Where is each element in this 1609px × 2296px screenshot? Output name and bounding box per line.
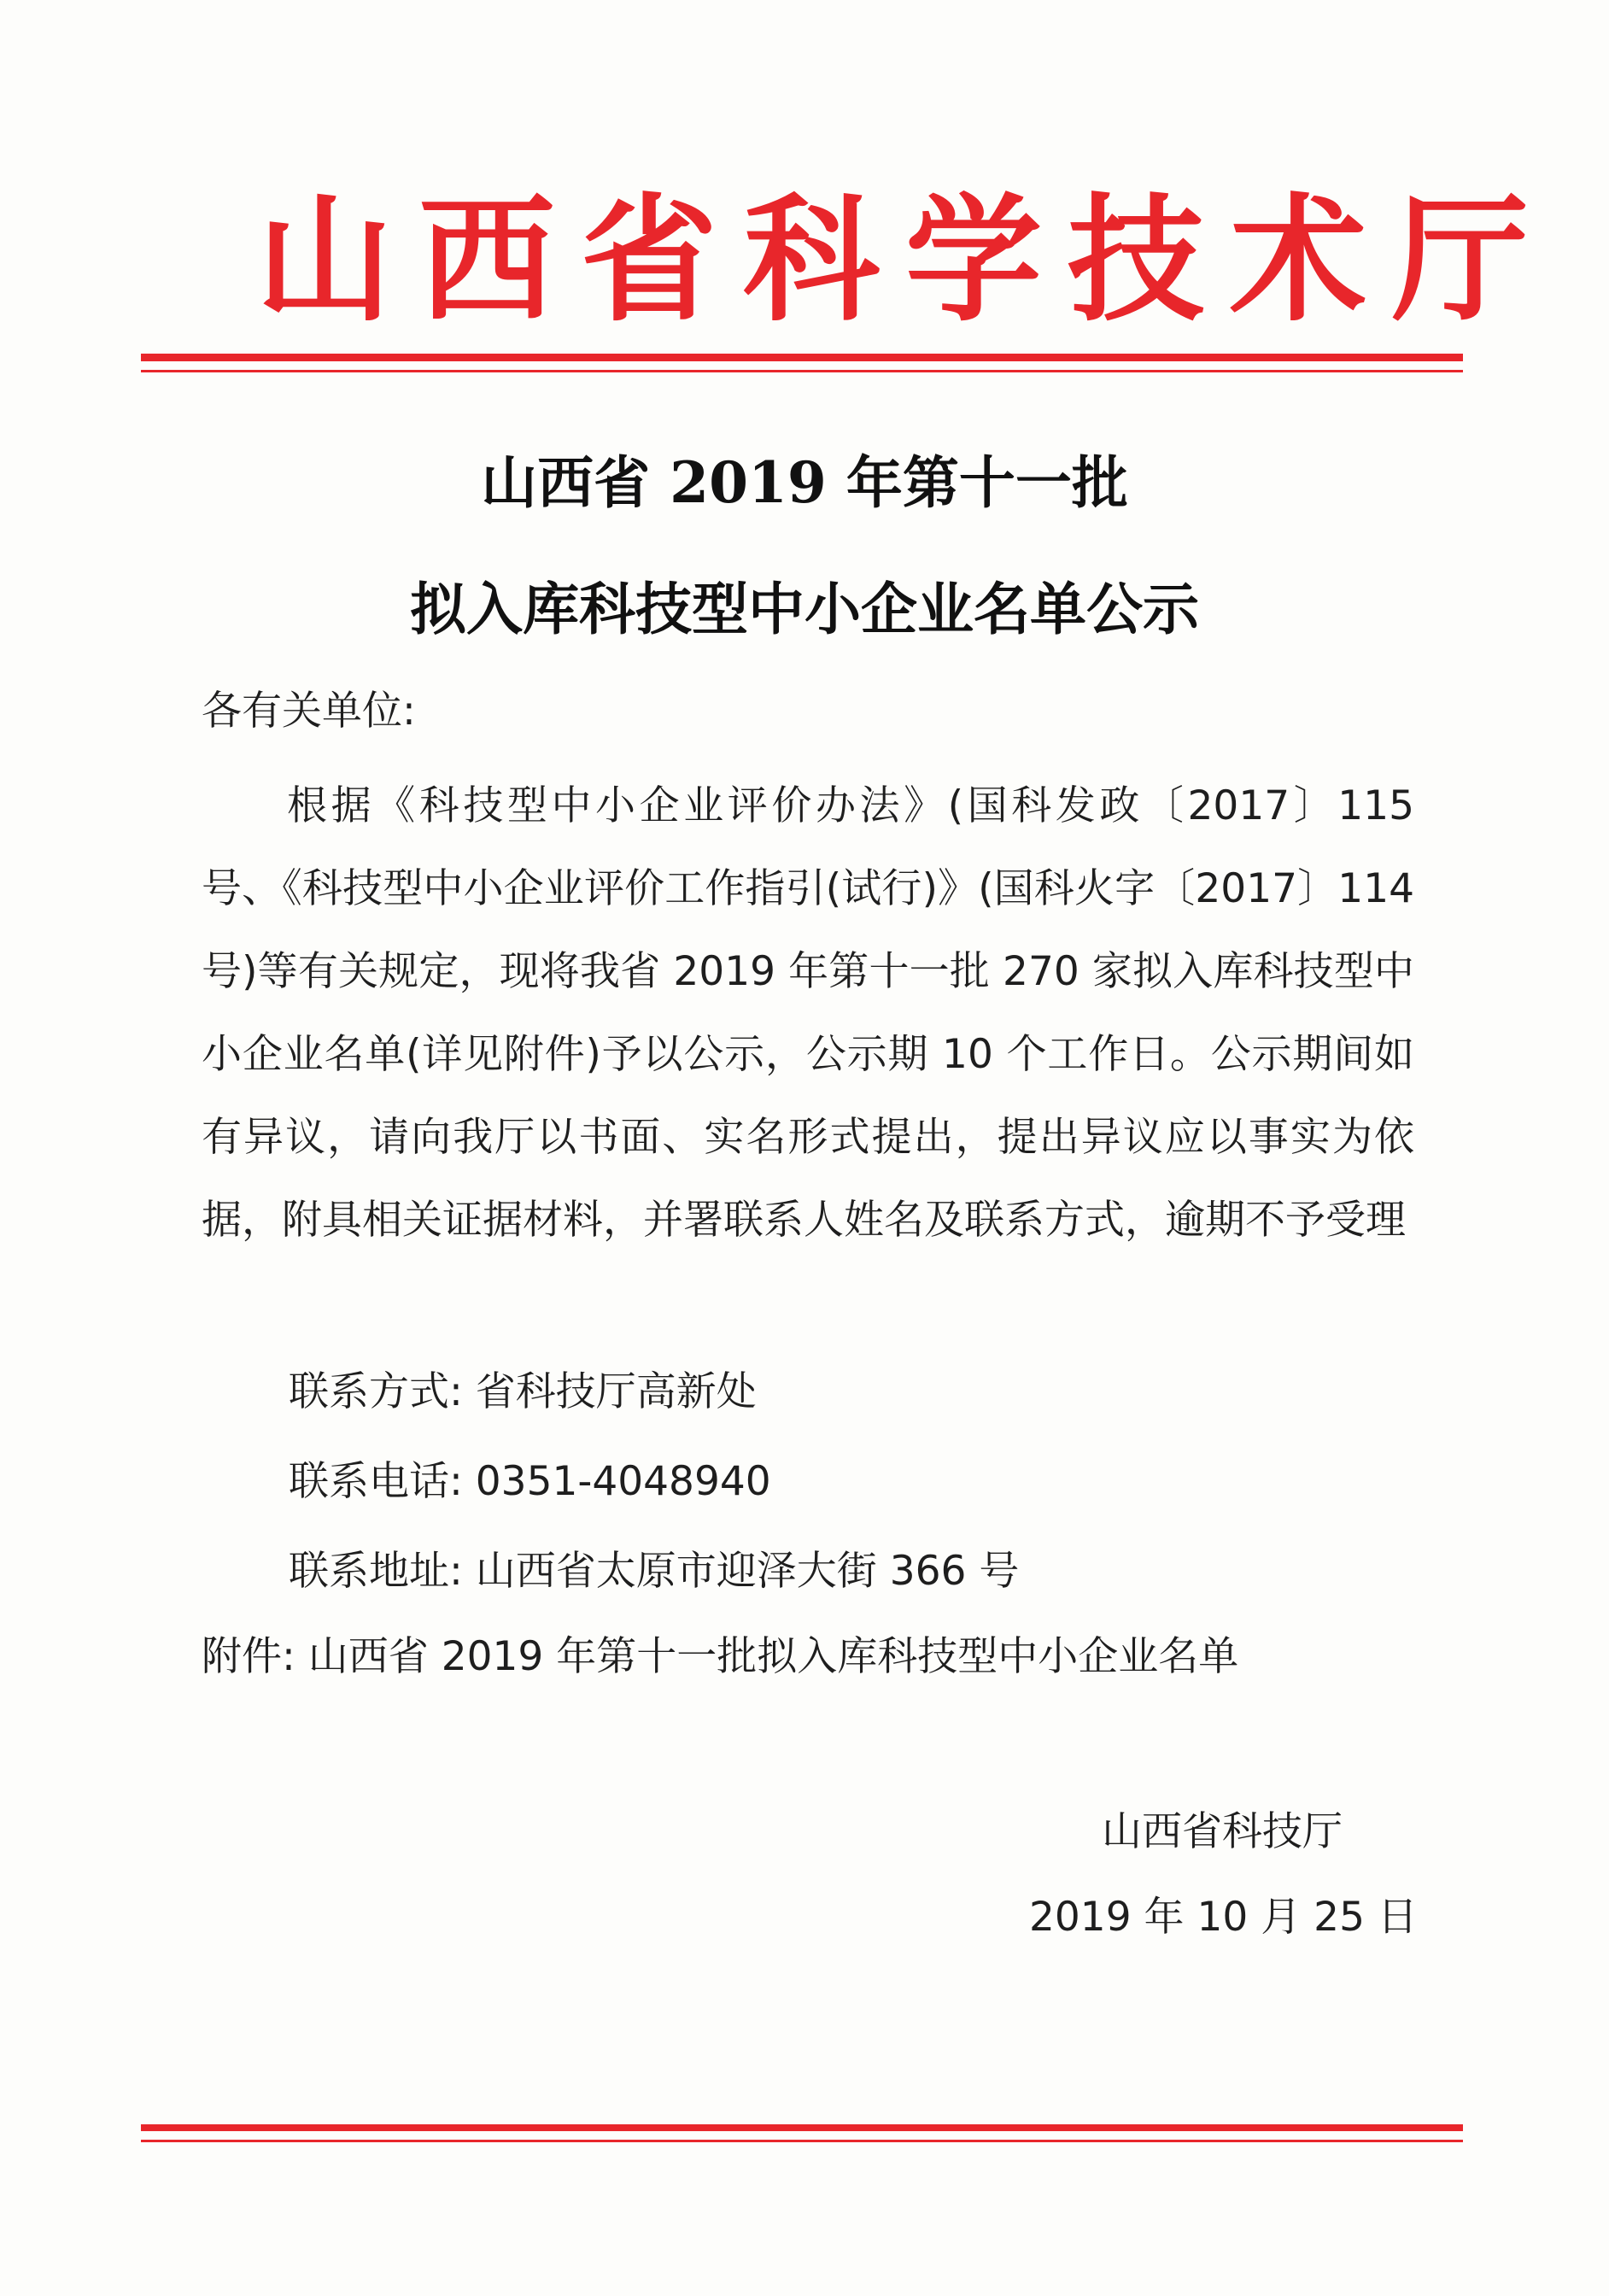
contact-address: 联系地址: 山西省太原市迎泽大街 366 号	[289, 1548, 1020, 1595]
letterhead-title: 山西省科学技术厅	[256, 180, 1555, 340]
document-title-line-1: 山西省 2019 年第十一批	[481, 449, 1128, 516]
contact-phone: 联系电话: 0351-4048940	[289, 1458, 771, 1505]
footer-rule-thin	[141, 2140, 1463, 2142]
salutation: 各有关单位:	[202, 688, 416, 735]
signature-organization: 山西省科技厅	[1102, 1808, 1343, 1855]
letterhead-rule-thick	[141, 354, 1463, 361]
signature-date: 2019 年 10 月 25 日	[1029, 1894, 1418, 1941]
footer-rule-thick	[141, 2124, 1463, 2131]
document-title-line-2: 拟入库科技型中小企业名单公示	[410, 576, 1199, 642]
main-paragraph: 根据《科技型中小企业评价办法》(国科发政〔2017〕115 号、《科技型中小企业评价工作指引(试行)》(国科火字〔2017〕114 号)等有关规定，现将我省 2019 年第十一批 270 家拟入库科技型中小企业名单(详见附件)予以公示，公示期 10 个工作日。公示期间如有异议，请向我厅以书面、实名形式提出，提出异议应以事实为依据，附具相关证据材料，并署联系人姓名及联系方式，逾期不予受理	[202, 782, 1414, 1244]
attachment-note: 附件: 山西省 2019 年第十一批拟入库科技型中小企业名单	[202, 1633, 1239, 1680]
letterhead-rule-thin	[141, 370, 1463, 372]
contact-method: 联系方式: 省科技厅高新处	[289, 1368, 757, 1415]
